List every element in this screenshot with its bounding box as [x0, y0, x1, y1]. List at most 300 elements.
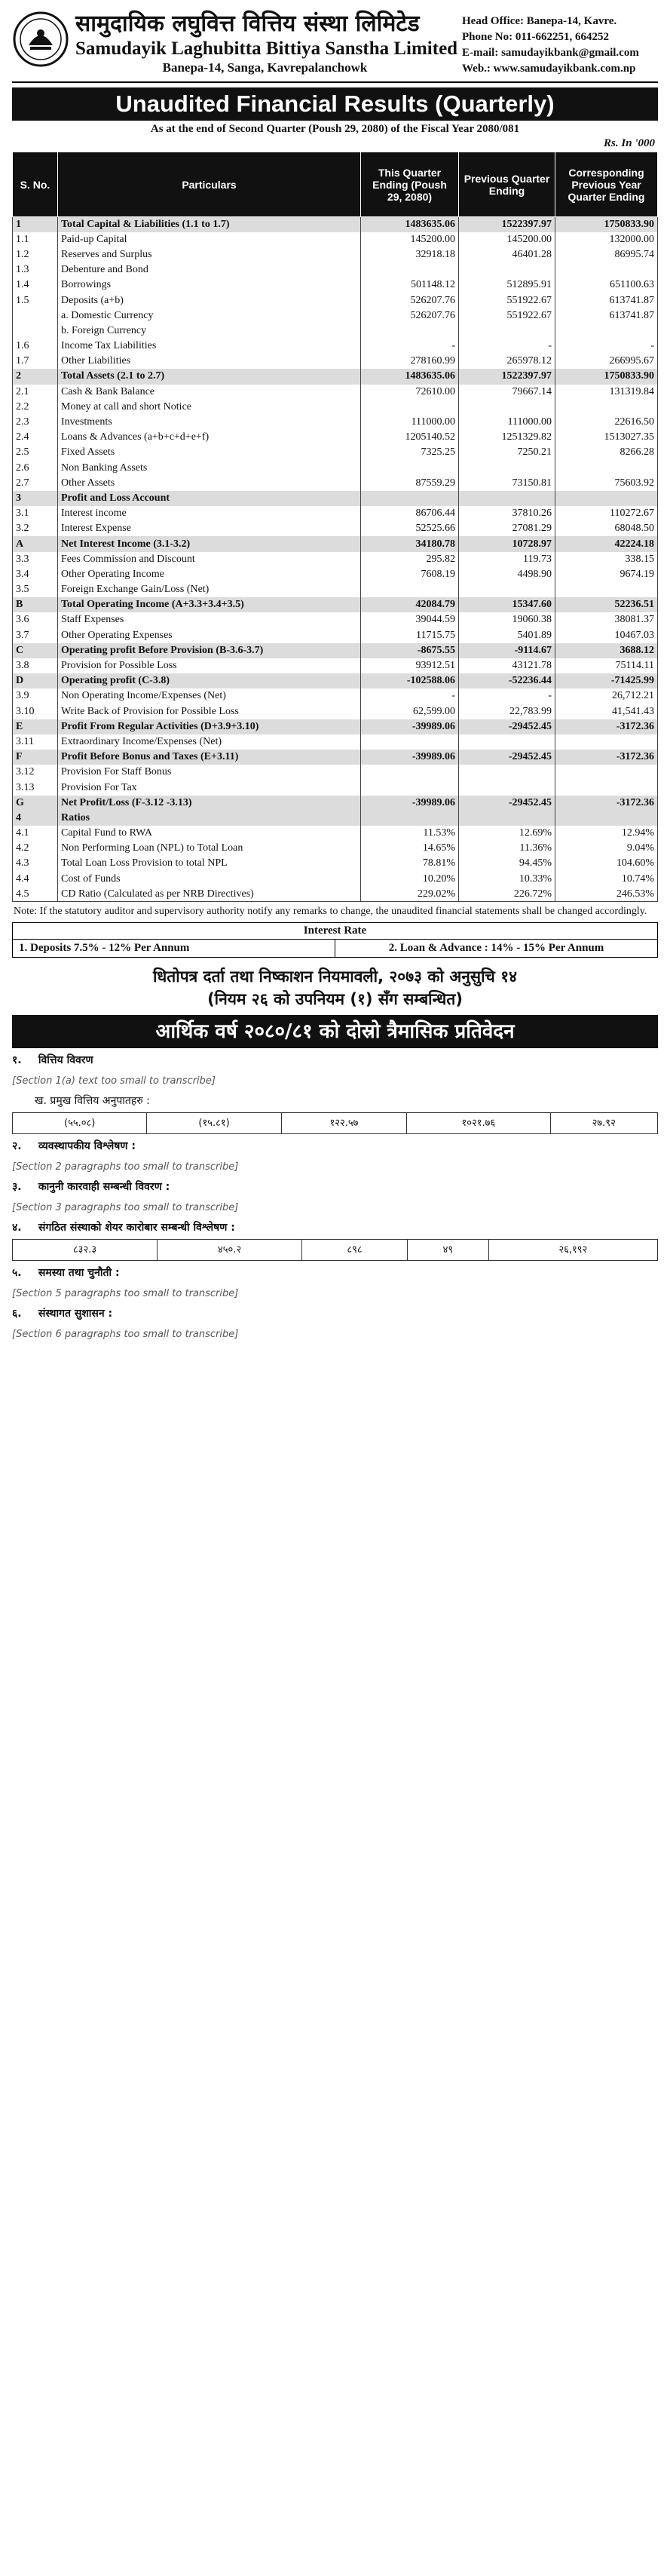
row-particular: Paid-up Capital — [58, 232, 361, 247]
row-sno: 2.3 — [13, 415, 58, 430]
row-previous-year-quarter — [555, 491, 658, 506]
table-row — [13, 734, 658, 750]
row-sno: 3.3 — [13, 552, 58, 567]
table-row — [13, 445, 658, 460]
table-row — [13, 856, 658, 871]
row-particular: Provision for Possible Loss — [58, 658, 361, 673]
row-previous-year-quarter: 613741.87 — [555, 308, 658, 324]
row-particular: Capital Fund to RWA — [58, 826, 361, 841]
row-previous-quarter: 94.45% — [459, 856, 555, 871]
row-sno: 1.1 — [13, 232, 58, 247]
row-this-quarter: 278160.99 — [361, 354, 459, 369]
row-sno: 1.4 — [13, 278, 58, 293]
ratio-value: २७.९२ — [550, 1113, 657, 1134]
table-note: Note: If the statutory auditor and supervisory authority notify any remarks to change, the unaudited financial statements shall be changed accordingly. — [14, 906, 647, 918]
table-row — [13, 278, 658, 293]
row-particular: b. Foreign Currency — [58, 324, 361, 339]
row-previous-quarter — [459, 811, 555, 826]
row-this-quarter — [361, 765, 459, 780]
section-4-number: ४. — [12, 1222, 22, 1234]
row-this-quarter: - — [361, 339, 459, 354]
row-sno: 1 — [13, 217, 58, 232]
section-6-note: [Section 6 paragraphs too small to transcribe] — [12, 1329, 239, 1341]
col-previous-quarter: Previous Quarter Ending — [459, 152, 555, 217]
table-row — [13, 521, 658, 536]
row-sno: 3.8 — [13, 658, 58, 673]
row-particular: Fixed Assets — [58, 445, 361, 460]
row-this-quarter — [361, 491, 459, 506]
table-row — [13, 415, 658, 430]
row-this-quarter: -39989.06 — [361, 750, 459, 765]
row-previous-quarter: -29452.45 — [459, 796, 555, 811]
share-value: ८९८ — [302, 1240, 408, 1261]
row-previous-quarter: 27081.29 — [459, 521, 555, 536]
row-previous-quarter: 5401.89 — [459, 628, 555, 643]
row-this-quarter: 526207.76 — [361, 293, 459, 308]
row-previous-quarter: - — [459, 688, 555, 704]
deposit-rate: 1. Deposits 7.5% - 12% Per Annum — [19, 942, 190, 955]
share-values-row — [13, 1240, 658, 1261]
table-row — [13, 826, 658, 841]
row-previous-quarter: 12.69% — [459, 826, 555, 841]
row-previous-quarter: -29452.45 — [459, 719, 555, 734]
row-previous-year-quarter — [555, 262, 658, 278]
row-this-quarter: 501148.12 — [361, 278, 459, 293]
key-ratio-values — [13, 1113, 658, 1134]
row-previous-quarter — [459, 780, 555, 795]
share-value: ८३२.३ — [13, 1240, 158, 1261]
section-2-title: व्यवस्थापकीय विश्लेषण : — [38, 1140, 136, 1153]
row-sno: 2.5 — [13, 445, 58, 460]
row-previous-year-quarter — [555, 811, 658, 826]
table-row — [13, 872, 658, 887]
row-this-quarter: 39044.59 — [361, 612, 459, 627]
row-particular: Cost of Funds — [58, 872, 361, 887]
row-previous-year-quarter: 9.04% — [555, 841, 658, 856]
row-previous-year-quarter: 75603.92 — [555, 476, 658, 491]
row-particular: Other Liabilities — [58, 354, 361, 369]
row-previous-year-quarter: 110272.67 — [555, 506, 658, 521]
row-sno: 4.1 — [13, 826, 58, 841]
row-this-quarter — [361, 461, 459, 476]
row-previous-year-quarter — [555, 461, 658, 476]
report-subtitle: As at the end of Second Quarter (Poush 29, 2080) of the Fiscal Year 2080/081 — [150, 123, 520, 135]
row-this-quarter — [361, 582, 459, 597]
table-row — [13, 673, 658, 688]
regulation-line-1: धितोपत्र दर्ता तथा निष्काशन नियमावली, २०७३ को अनुसुचि १४ — [152, 968, 518, 986]
report-title: Unaudited Financial Results (Quarterly) — [12, 87, 658, 121]
table-row — [13, 324, 658, 339]
row-previous-quarter: 1522397.97 — [459, 217, 555, 232]
row-sno: 3.5 — [13, 582, 58, 597]
row-sno: D — [13, 673, 58, 688]
row-previous-year-quarter: 8266.28 — [555, 445, 658, 460]
row-sno: 1.5 — [13, 293, 58, 308]
row-this-quarter: 42084.79 — [361, 597, 459, 612]
row-this-quarter: 526207.76 — [361, 308, 459, 324]
section-3-number: ३. — [12, 1181, 22, 1194]
row-previous-year-quarter: 338.15 — [555, 552, 658, 567]
ratio-value: (५५.०८) — [13, 1113, 147, 1134]
row-previous-quarter: 11.36% — [459, 841, 555, 856]
share-value: २६,१९२ — [488, 1240, 657, 1261]
row-this-quarter: 34180.78 — [361, 536, 459, 551]
row-sno: 2 — [13, 369, 58, 384]
row-previous-quarter: 265978.12 — [459, 354, 555, 369]
table-body — [13, 217, 658, 902]
section-6-number: ६. — [12, 1308, 22, 1320]
row-particular: Interest Expense — [58, 521, 361, 536]
row-this-quarter: 295.82 — [361, 552, 459, 567]
row-this-quarter: 11715.75 — [361, 628, 459, 643]
row-particular: Loans & Advances (a+b+c+d+e+f) — [58, 430, 361, 445]
row-this-quarter: 93912.51 — [361, 658, 459, 673]
table-row — [13, 887, 658, 902]
row-sno: 2.1 — [13, 385, 58, 400]
ratio-value: १२२.५७ — [281, 1113, 406, 1134]
row-particular: Interest income — [58, 506, 361, 521]
section-5-note: [Section 5 paragraphs too small to transcribe] — [12, 1288, 239, 1300]
row-this-quarter: 87559.29 — [361, 476, 459, 491]
table-row — [13, 719, 658, 734]
row-sno: A — [13, 536, 58, 551]
row-previous-year-quarter: -3172.36 — [555, 796, 658, 811]
row-particular: Extraordinary Income/Expenses (Net) — [58, 734, 361, 750]
row-particular: Fees Commission and Discount — [58, 552, 361, 567]
row-previous-year-quarter: 26,712.21 — [555, 688, 658, 704]
table-row — [13, 339, 658, 354]
ratio-value: १०२१.७६ — [407, 1113, 550, 1134]
table-row — [13, 688, 658, 704]
row-this-quarter: -39989.06 — [361, 719, 459, 734]
key-ratio-table — [12, 1112, 658, 1134]
row-previous-year-quarter: 42224.18 — [555, 536, 658, 551]
organization-block — [75, 11, 462, 75]
row-previous-quarter: 10728.97 — [459, 536, 555, 551]
row-previous-year-quarter: 68048.50 — [555, 521, 658, 536]
section-5-heading — [12, 1265, 658, 1281]
loan-rate: 2. Loan & Advance : 14% - 15% Per Annum — [335, 940, 657, 957]
col-particulars: Particulars — [58, 152, 361, 217]
table-row — [13, 750, 658, 765]
table-row — [13, 536, 658, 551]
section-2-heading — [12, 1139, 658, 1155]
row-sno: 4.4 — [13, 872, 58, 887]
row-previous-year-quarter: 132000.00 — [555, 232, 658, 247]
row-particular: Other Operating Expenses — [58, 628, 361, 643]
row-this-quarter: 1483635.06 — [361, 217, 459, 232]
section-3-title: कानुनी कारवाही सम्बन्धी विवरण : — [38, 1181, 170, 1194]
row-particular: Staff Expenses — [58, 612, 361, 627]
row-particular: Operating profit (C-3.8) — [58, 673, 361, 688]
row-this-quarter: -39989.06 — [361, 796, 459, 811]
table-row — [13, 811, 658, 826]
table-row — [13, 628, 658, 643]
row-sno: 3.7 — [13, 628, 58, 643]
row-previous-quarter: 73150.81 — [459, 476, 555, 491]
email: E-mail: samudayikbank@gmail.com — [462, 47, 639, 59]
table-row — [13, 780, 658, 795]
row-previous-year-quarter: -71425.99 — [555, 673, 658, 688]
row-this-quarter: 10.20% — [361, 872, 459, 887]
row-previous-year-quarter — [555, 582, 658, 597]
row-previous-quarter: 15347.60 — [459, 597, 555, 612]
row-previous-year-quarter: 10.74% — [555, 872, 658, 887]
row-previous-year-quarter: 38081.37 — [555, 612, 658, 627]
row-sno — [13, 324, 58, 339]
row-previous-quarter: 79667.14 — [459, 385, 555, 400]
row-particular: Profit Before Bonus and Taxes (E+3.11) — [58, 750, 361, 765]
row-this-quarter: 14.65% — [361, 841, 459, 856]
section-1-title: वित्तिय विवरण — [38, 1054, 93, 1067]
row-this-quarter: 111000.00 — [361, 415, 459, 430]
row-sno — [13, 308, 58, 324]
row-particular: Income Tax Liabilities — [58, 339, 361, 354]
row-previous-quarter: 111000.00 — [459, 415, 555, 430]
nepali-report-body — [12, 1053, 658, 1342]
interest-rate-row — [13, 940, 657, 957]
table-row — [13, 354, 658, 369]
row-particular: a. Domestic Currency — [58, 308, 361, 324]
row-particular: CD Ratio (Calculated as per NRB Directives) — [58, 887, 361, 902]
row-previous-quarter: 22,783.99 — [459, 704, 555, 719]
table-row — [13, 430, 658, 445]
row-particular: Investments — [58, 415, 361, 430]
row-previous-quarter: 1522397.97 — [459, 369, 555, 384]
row-this-quarter: 7608.19 — [361, 567, 459, 582]
table-row — [13, 262, 658, 278]
section-2-number: २. — [12, 1140, 22, 1153]
row-previous-quarter: 512895.91 — [459, 278, 555, 293]
table-row — [13, 597, 658, 612]
row-this-quarter — [361, 400, 459, 415]
row-particular: Reserves and Surplus — [58, 247, 361, 262]
row-previous-year-quarter: 75114.11 — [555, 658, 658, 673]
section-6-heading — [12, 1306, 658, 1322]
row-particular: Write Back of Provision for Possible Loss — [58, 704, 361, 719]
section-3-heading — [12, 1179, 658, 1195]
row-previous-quarter — [459, 734, 555, 750]
table-row — [13, 461, 658, 476]
row-particular: Provision For Tax — [58, 780, 361, 795]
row-particular: Non Operating Income/Expenses (Net) — [58, 688, 361, 704]
section-4-title: संगठित संस्थाको शेयर कारोबार सम्बन्धी विश्लेषण : — [38, 1222, 235, 1234]
head-office: Head Office: Banepa-14, Kavre. — [462, 15, 617, 27]
col-previous-year-quarter: Corresponding Previous Year Quarter Ending — [555, 152, 658, 217]
row-previous-year-quarter: 246.53% — [555, 887, 658, 902]
row-previous-quarter: -9114.67 — [459, 643, 555, 658]
row-sno: 1.7 — [13, 354, 58, 369]
org-name-english: Samudayik Laghubitta Bittiya Sanstha Limited — [75, 38, 458, 59]
row-sno: 2.7 — [13, 476, 58, 491]
row-previous-quarter — [459, 491, 555, 506]
nepali-report-title: आर्थिक वर्ष २०८०/८१ को दोस्रो त्रैमासिक प्रतिवेदन — [12, 1015, 658, 1048]
section-1-heading — [12, 1053, 658, 1069]
section-1-note: [Section 1(a) text too small to transcribe] — [12, 1075, 216, 1087]
row-particular: Total Operating Income (A+3.3+3.4+3.5) — [58, 597, 361, 612]
section-5-title: समस्या तथा चुनौती : — [38, 1267, 120, 1280]
row-particular: Money at call and short Notice — [58, 400, 361, 415]
row-previous-quarter — [459, 400, 555, 415]
row-sno: 3.11 — [13, 734, 58, 750]
row-previous-year-quarter: 10467.03 — [555, 628, 658, 643]
ratio-value: (१५.८१) — [147, 1113, 281, 1134]
share-trading-table — [12, 1239, 658, 1261]
row-this-quarter: 78.81% — [361, 856, 459, 871]
row-particular: Total Loan Loss Provision to total NPL — [58, 856, 361, 871]
table-row — [13, 506, 658, 521]
table-row — [13, 704, 658, 719]
table-row — [13, 217, 658, 232]
table-row — [13, 841, 658, 856]
row-particular: Total Assets (2.1 to 2.7) — [58, 369, 361, 384]
row-previous-year-quarter: 1513027.35 — [555, 430, 658, 445]
table-header-row — [13, 152, 658, 217]
row-this-quarter — [361, 324, 459, 339]
row-this-quarter: 11.53% — [361, 826, 459, 841]
row-previous-year-quarter: 1750833.90 — [555, 369, 658, 384]
row-previous-year-quarter — [555, 324, 658, 339]
table-row — [13, 567, 658, 582]
website: Web.: www.samudayikbank.com.np — [462, 63, 636, 75]
company-logo-icon — [12, 11, 69, 68]
row-particular: Non Banking Assets — [58, 461, 361, 476]
row-sno: 3.6 — [13, 612, 58, 627]
row-particular: Cash & Bank Balance — [58, 385, 361, 400]
row-previous-quarter: 4498.90 — [459, 567, 555, 582]
row-previous-year-quarter: 131319.84 — [555, 385, 658, 400]
table-row — [13, 385, 658, 400]
row-particular: Operating profit Before Provision (B-3.6-3.7) — [58, 643, 361, 658]
row-previous-quarter: 19060.38 — [459, 612, 555, 627]
row-sno: 4 — [13, 811, 58, 826]
section-1-sub: ख. प्रमुख वित्तिय अनुपातहरु : — [35, 1095, 150, 1108]
row-previous-year-quarter — [555, 400, 658, 415]
row-previous-year-quarter — [555, 780, 658, 795]
row-previous-year-quarter — [555, 765, 658, 780]
section-2-note: [Section 2 paragraphs too small to transcribe] — [12, 1161, 239, 1173]
row-particular: Net Interest Income (3.1-3.2) — [58, 536, 361, 551]
row-previous-quarter — [459, 461, 555, 476]
table-row — [13, 232, 658, 247]
table-row — [13, 612, 658, 627]
table-row — [13, 658, 658, 673]
row-this-quarter: 72610.00 — [361, 385, 459, 400]
row-previous-year-quarter: 104.60% — [555, 856, 658, 871]
row-sno: 1.2 — [13, 247, 58, 262]
row-previous-year-quarter: - — [555, 339, 658, 354]
row-particular: Deposits (a+b) — [58, 293, 361, 308]
row-this-quarter: 145200.00 — [361, 232, 459, 247]
row-this-quarter: 62,599.00 — [361, 704, 459, 719]
row-previous-quarter: 551922.67 — [459, 293, 555, 308]
share-value: ४९ — [408, 1240, 489, 1261]
row-previous-year-quarter: 86995.74 — [555, 247, 658, 262]
regulation-heading — [12, 965, 658, 1010]
org-address: Banepa-14, Sanga, Kavrepalanchowk — [162, 60, 368, 75]
row-previous-year-quarter: 12.94% — [555, 826, 658, 841]
section-1-number: १. — [12, 1054, 22, 1067]
row-particular: Foreign Exchange Gain/Loss (Net) — [58, 582, 361, 597]
section-3-note: [Section 3 paragraphs too small to transcribe] — [12, 1202, 239, 1214]
row-sno: 3.10 — [13, 704, 58, 719]
row-sno: 1.3 — [13, 262, 58, 278]
row-sno: C — [13, 643, 58, 658]
row-previous-quarter: 10.33% — [459, 872, 555, 887]
row-sno: 3 — [13, 491, 58, 506]
table-row — [13, 643, 658, 658]
row-sno: 2.6 — [13, 461, 58, 476]
row-previous-quarter: -52236.44 — [459, 673, 555, 688]
row-particular: Other Assets — [58, 476, 361, 491]
row-sno: 4.2 — [13, 841, 58, 856]
row-previous-quarter — [459, 262, 555, 278]
row-this-quarter: 1483635.06 — [361, 369, 459, 384]
row-previous-quarter: 145200.00 — [459, 232, 555, 247]
row-previous-quarter — [459, 582, 555, 597]
row-previous-year-quarter: -3172.36 — [555, 719, 658, 734]
table-row — [13, 247, 658, 262]
row-previous-year-quarter: 651100.63 — [555, 278, 658, 293]
row-particular: Profit and Loss Account — [58, 491, 361, 506]
row-particular: Ratios — [58, 811, 361, 826]
row-sno: 4.3 — [13, 856, 58, 871]
row-previous-year-quarter: 22616.50 — [555, 415, 658, 430]
row-previous-year-quarter — [555, 734, 658, 750]
row-previous-quarter: 119.73 — [459, 552, 555, 567]
row-sno: 2.4 — [13, 430, 58, 445]
section-5-number: ५. — [12, 1267, 22, 1280]
row-previous-quarter: 43121.78 — [459, 658, 555, 673]
col-sno: S. No. — [13, 152, 58, 217]
row-previous-quarter: 1251329.82 — [459, 430, 555, 445]
row-previous-quarter: 226.72% — [459, 887, 555, 902]
row-previous-year-quarter: 266995.67 — [555, 354, 658, 369]
table-row — [13, 476, 658, 491]
row-particular: Non Performing Loan (NPL) to Total Loan — [58, 841, 361, 856]
row-previous-quarter: 551922.67 — [459, 308, 555, 324]
row-sno: 3.9 — [13, 688, 58, 704]
row-previous-quarter: 7250.21 — [459, 445, 555, 460]
row-previous-year-quarter: 613741.87 — [555, 293, 658, 308]
row-this-quarter — [361, 734, 459, 750]
share-value: ४५०.२ — [158, 1240, 302, 1261]
interest-rate-box — [12, 922, 658, 958]
row-sno: F — [13, 750, 58, 765]
row-this-quarter: 1205140.52 — [361, 430, 459, 445]
row-this-quarter: 32918.18 — [361, 247, 459, 262]
row-this-quarter: - — [361, 688, 459, 704]
row-previous-quarter: -29452.45 — [459, 750, 555, 765]
row-particular: Other Operating Income — [58, 567, 361, 582]
section-6-title: संस्थागत सुशासन : — [38, 1308, 113, 1320]
financial-results-table — [12, 152, 658, 902]
row-this-quarter: -102588.06 — [361, 673, 459, 688]
row-particular: Provision For Staff Bonus — [58, 765, 361, 780]
row-previous-year-quarter: 3688.12 — [555, 643, 658, 658]
row-this-quarter: -8675.55 — [361, 643, 459, 658]
phone: Phone No: 011-662251, 664252 — [462, 31, 609, 43]
row-particular: Borrowings — [58, 278, 361, 293]
row-this-quarter — [361, 262, 459, 278]
row-sno: 2.2 — [13, 400, 58, 415]
row-particular: Net Profit/Loss (F-3.12 -3.13) — [58, 796, 361, 811]
row-this-quarter: 7325.25 — [361, 445, 459, 460]
row-previous-year-quarter: 52236.51 — [555, 597, 658, 612]
table-row — [13, 293, 658, 308]
header — [12, 11, 658, 83]
table-row — [13, 308, 658, 324]
